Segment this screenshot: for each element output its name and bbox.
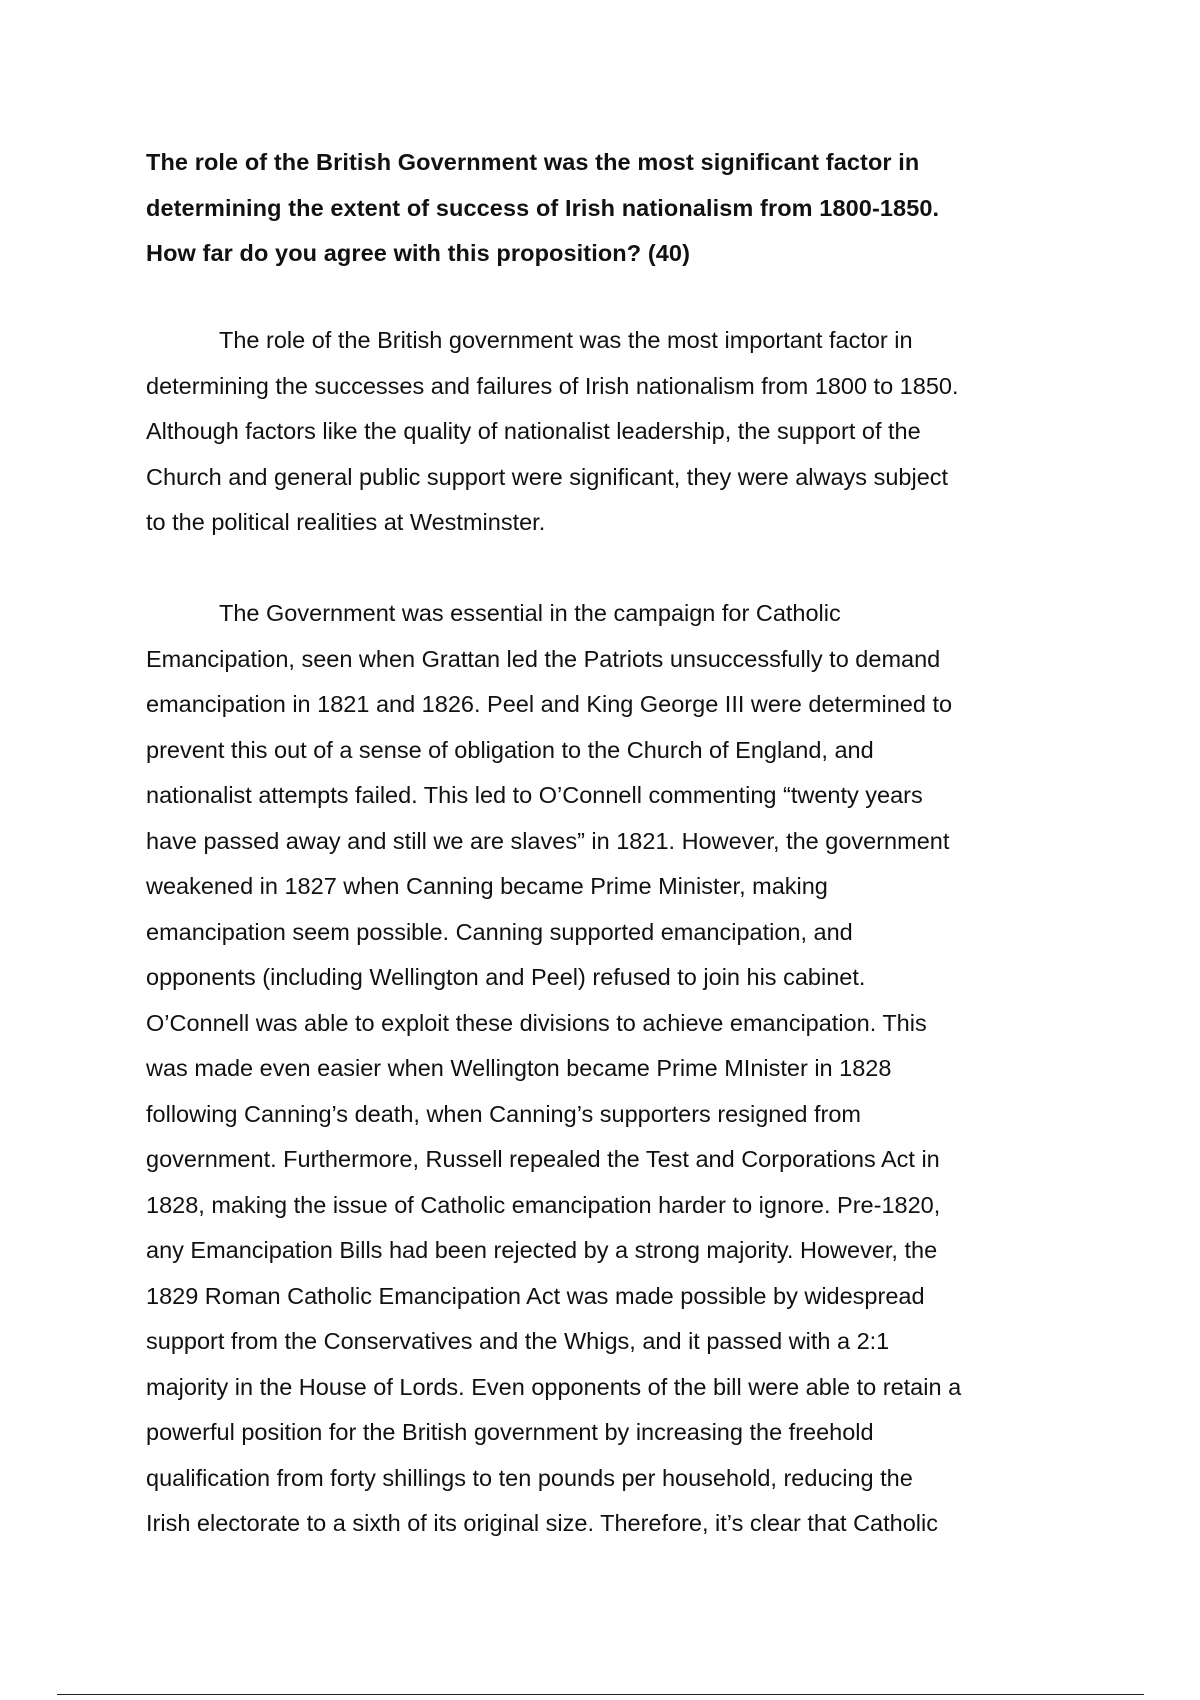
paragraph-line: support from the Conservatives and the Whigs, and it passed with a 2:1	[146, 1328, 890, 1354]
paragraph-line: 1828, making the issue of Catholic emancipation harder to ignore. Pre-1820,	[146, 1191, 941, 1218]
paragraph-catholic-emancipation	[146, 591, 1076, 1547]
paragraph-line: emancipation in 1821 and 1826. Peel and King George III were determined to	[146, 691, 953, 717]
paragraph-line: Emancipation, seen when Grattan led the Patriots unsuccessfully to demand	[146, 645, 941, 672]
paragraph-line: 1829 Roman Catholic Emancipation Act was made possible by widespread	[146, 1282, 925, 1309]
paragraph-line: majority in the House of Lords. Even opponents of the bill were able to retain a	[146, 1373, 962, 1400]
paragraph-line: powerful position for the British government by increasing the freehold	[146, 1419, 874, 1445]
paragraph-line: prevent this out of a sense of obligation to the Church of England, and	[146, 736, 874, 763]
paragraph-line: The Government was essential in the campaign for Catholic	[219, 600, 841, 626]
paragraph-line: any Emancipation Bills had been rejected by a strong majority. However, the	[146, 1237, 938, 1263]
paragraph-introduction	[146, 318, 1076, 546]
title-line: determining the extent of success of Irish nationalism from 1800-1850.	[146, 194, 940, 221]
paragraph-line: O’Connell was able to exploit these divisions to achieve emancipation. This	[146, 1009, 927, 1036]
paragraph-line: nationalist attempts failed. This led to O’Connell commenting “twenty years	[146, 782, 923, 808]
title-line: The role of the British Government was the most significant factor in	[146, 149, 920, 175]
paragraph-line: following Canning’s death, when Canning’s supporters resigned from	[146, 1100, 862, 1127]
paragraph-line: emancipation seem possible. Canning supported emancipation, and	[146, 918, 853, 945]
paragraph-line: to the political realities at Westminster.	[146, 509, 546, 535]
essay-question-title	[146, 140, 1076, 277]
paragraph-line: weakened in 1827 when Canning became Prime Minister, making	[146, 873, 828, 899]
paragraph-line: The role of the British government was the most important factor in	[219, 327, 913, 353]
paragraph-line: determining the successes and failures of Irish nationalism from 1800 to 1850.	[146, 372, 959, 399]
paragraph-line: government. Furthermore, Russell repealed the Test and Corporations Act in	[146, 1146, 940, 1172]
paragraph-line: Although factors like the quality of nationalist leadership, the support of the	[146, 418, 921, 444]
paragraph-line: qualification from forty shillings to ten pounds per household, reducing the	[146, 1464, 913, 1491]
paragraph-line: have passed away and still we are slaves” in 1821. However, the government	[146, 827, 950, 854]
title-line: How far do you agree with this proposition? (40)	[146, 240, 691, 266]
paragraph-line: opponents (including Wellington and Peel) refused to join his cabinet.	[146, 964, 866, 990]
paragraph-line: Church and general public support were significant, they were always subject	[146, 463, 949, 490]
paragraph-line: Irish electorate to a sixth of its original size. Therefore, it’s clear that Catholic	[146, 1510, 938, 1536]
page-bottom-divider	[57, 1694, 1144, 1695]
paragraph-line: was made even easier when Wellington became Prime MInister in 1828	[146, 1055, 892, 1081]
